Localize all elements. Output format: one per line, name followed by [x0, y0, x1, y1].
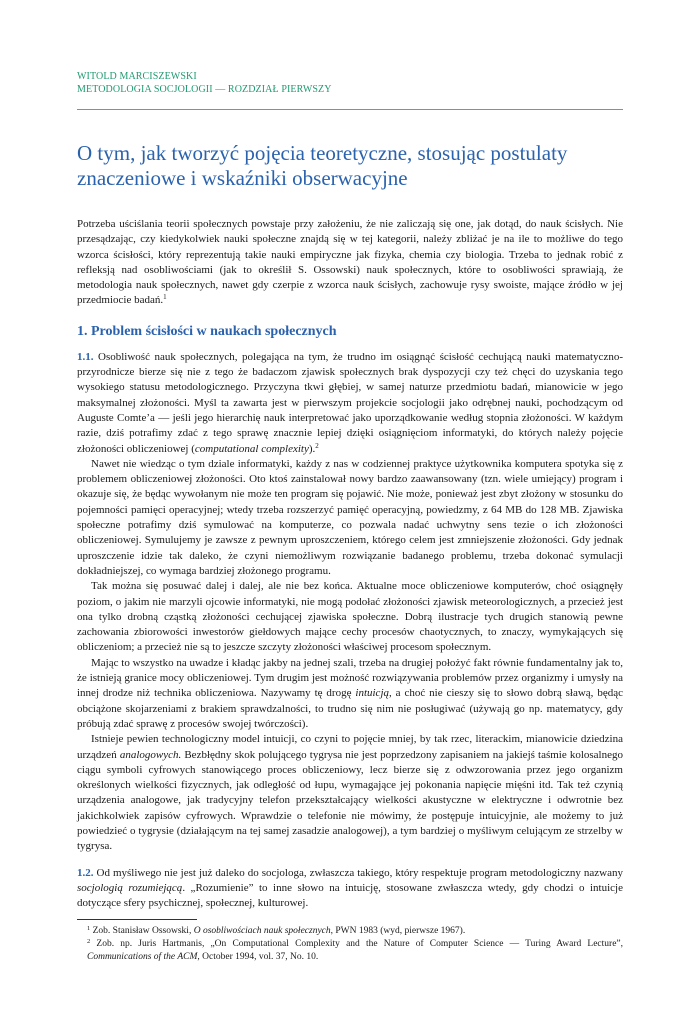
footnote-text-end: , PWN 1983 (wyd, pierwsze 1967). [330, 926, 466, 937]
footnote-text-end: , October 1994, vol. 37, No. 10. [197, 952, 319, 963]
lead-text: Potrzeba uściślania teorii społecznych powstaje przy założeniu, że nie zaliczają się one, jak dotąd, do nauk ścisłych. Nie przesądzając, czy kiedykolwiek nauki społeczne znajdą się w tej kategorii, należy zbliżać je na ile to możliwe do tego wzorca ścisłości, który reprezentują takie nauki empiryczne jak fizyka, chemia czy biologia. Trzeba to jednak robić z refleksją nad osobliwościami (jak to określił S. Ossowski) nauk społecznych, które to osobliwości sprawiają, że metodologia nauk społecznych, nawet gdy czerpie z wzorca nauk ścisłych, zachowuje rysy swoiste, mające źródło w jej przedmiocie badań. [77, 218, 623, 307]
footnote-ref-2[interactable]: 2 [315, 441, 319, 450]
paragraph-text-end: Bezbłędny skok polującego tygrysa nie jest poprzedzony zapisaniem na jakiejś taśmie kolosalnego ciągu symboli cyfrowych stanowiącego proces obliczeniowy, lecz bierze się z odwzorowania przez jego organizm określonych wielkości fizycznych, jak odległość od łupu, wymagające jej pokonania napięcie mięśni itd. Tak też czynią urządzenia analogowe, jak tradycyjny telefon przekształcający wielkości akustyczne w elektryczne i odwrotnie bez jakichkolwiek zapisów cyfrowych. Wprawdzie o telefonie nie mówimy, że postępuje intuicyjnie, ale możemy to już powiedzieć o tygrysie (działającym na tej samej zasadzie analogowej), a tym bardziej o myśliwym celującym ze strzelby w tygrysa. [77, 748, 623, 853]
footnote-italic: Communications of the ACM [87, 952, 198, 963]
footnotes [77, 925, 623, 964]
paragraph-1-1 [77, 350, 623, 457]
section-heading: 1. Problem ścisłości w naukach społecznych [77, 323, 337, 339]
paragraph-2: Nawet nie wiedząc o tym dziale informatyki, każdy z nas w codziennej praktyce użytkownika komputera spotyka się z problemem obliczeniowej złożoności. Oto ktoś zainstalował nowy bardzo zaawansowany (tzn. wiele umiejący) program i okazuje się, że będąc wywołanym nie może ten program się pojawić. Nie może, ponieważ jest zbyt złożony w stosunku do pojemności pamięci operacyjnej; wtedy trzeba rozszerzyć pamięć operacyjną, powiedzmy, z 64 MB do 128 MB. Zjawiska społeczne potrafimy dziś symulować na komputerze, co pozwala nadać uchwytny sens tezie o ich złożoności obliczeniowej. Symulujemy je zawsze z pewnym uproszczeniem, którego celem jest zmniejszenie złożoności. Gdy jednak uproszczenie idzie tak daleko, że czyni niemożliwym rozwiązanie badanego problemu, trzeba dokonać symulacji dokładniejszej, co wymaga bardziej złożonego programu. [77, 457, 623, 577]
paragraph-italic: socjologią rozumiejącą [77, 881, 183, 894]
footnote-italic: O osobliwościach nauk społecznych [193, 926, 331, 937]
paragraph-text: Od myśliwego nie jest już daleko do socjologa, zwłaszcza takiego, który respektuje program metodologiczny nazwany [93, 866, 623, 879]
header-rule [77, 109, 623, 110]
footnote-2 [77, 938, 623, 964]
footnote-mark: 2 [87, 938, 91, 946]
footnote-ref-1[interactable]: 1 [163, 293, 167, 302]
paragraph-text: Osobliwość nauk społecznych, polegająca na tym, że trudno im osiągnąć ścisłość cechującą nauki matematyczno-przyrodnicze bierze się nie z tego że badaczom zjawisk społecznych brak dyspozycji czy też chęci do uzyskania tego wysokiego statusu metodologicznego. Przyczyna tkwi głębiej, w samej naturze przedmiotu badań, mianowicie w jego maksymalnej złożoności. Myśl ta zawarta jest w pierwszym projekcie socjologii jako odrębnej nauki, pochodzącym od Auguste Comte’a — jeśli jego hierarchię nauk interpretować jako uporządkowanie według stopnia złożoności. W każdym razie, dziś potrafimy zdać z tego sprawę znacznie lepiej dzięki osiągnięciom informatyki, do których należy pojęcie złożoności obliczeniowej ( [77, 350, 623, 455]
footnote-text: Zob. np. Juris Hartmanis, „On Computational Complexity and the Nature of Computer Science — Turing Award Lecture”, [90, 939, 623, 950]
paragraph-text: Mając to wszystko na uwadze i kładąc jakby na jednej szali, trzeba na drugiej położyć fakt równie fundamentalny jak to, że istnieją granice mocy obliczeniowej. Tym drugim jest możność rozwiązywania problemów przez organizmy i umysły na innej drodze niż technika obliczeniowa. Nazywamy tę drogę [77, 656, 623, 700]
paragraph-1-2 [77, 866, 623, 912]
paragraph-text-end: ). [308, 442, 316, 455]
paragraph-4 [77, 656, 623, 732]
paragraph-text-end: . „Rozumienie” to inne słowo na intuicję, stosowane zwłaszcza wtedy, gdy chodzi o intuicje dotyczące sfery psychicznej, społecznej, kulturowej. [77, 881, 623, 910]
footnote-text: Zob. Stanisław Ossowski, [90, 926, 194, 937]
paragraph-italic: intuicją [355, 687, 389, 700]
chapter-title: O tym, jak tworzyć pojęcia teoretyczne, stosując postulaty znaczeniowe i wskaźniki obserwacyjne [77, 141, 568, 190]
footnote-rule [77, 919, 197, 920]
paragraph-text: Istnieje pewien technologiczny model intuicji, co czyni to pojęcie mniej, by tak rzec, literackim, mianowicie dziedzina urządzeń [77, 733, 623, 761]
paragraph-number: 1.2. [77, 866, 94, 879]
footnote-1 [77, 925, 623, 938]
footnote-mark: 1 [87, 925, 91, 933]
lead-paragraph [77, 217, 623, 309]
paragraph-number: 1.1. [77, 350, 94, 363]
paragraph-italic: computational complexity [194, 442, 309, 455]
running-head [77, 70, 623, 96]
paragraph-3: Tak można się posuwać dalej i dalej, ale nie bez końca. Aktualne moce obliczeniowe komputerów, choć osiągnęły poziom, o jakim nie marzyli ojcowie informatyki, nie mogą podołać złożoności zjawisk meteorologicznych, a przecież jest ona tylko drobną cząstką złożoności cechującej zjawiska społeczne. Dobrą ilustracje tych drugich stanowią pewne zachowania zbiorowości inwestorów giełdowych mające cechy procesów chaotycznych, to znaczy, wymykających się obliczeniom; a przecież nie są to jeszcze szczyty złożoności właściwej procesom społecznym. [77, 580, 623, 654]
header-book-title: METODOLOGIA SOCJOLOGII — ROZDZIAŁ PIERWSZY [77, 84, 332, 95]
page [77, 70, 623, 964]
paragraph-5 [77, 732, 623, 854]
paragraph-text-end: , a choć nie cieszy się to słowo dobrą sławą, będąc obciążone skojarzeniami z brakiem sprawdzalności, to trudno się nim nie posługiwać (używają go np. matematycy, gdy próbują zdać sprawę z procesów swojej twórczości). [77, 687, 623, 730]
paragraph-italic: analogowych. [119, 748, 182, 761]
header-author: WITOLD MARCISZEWSKI [77, 71, 197, 82]
